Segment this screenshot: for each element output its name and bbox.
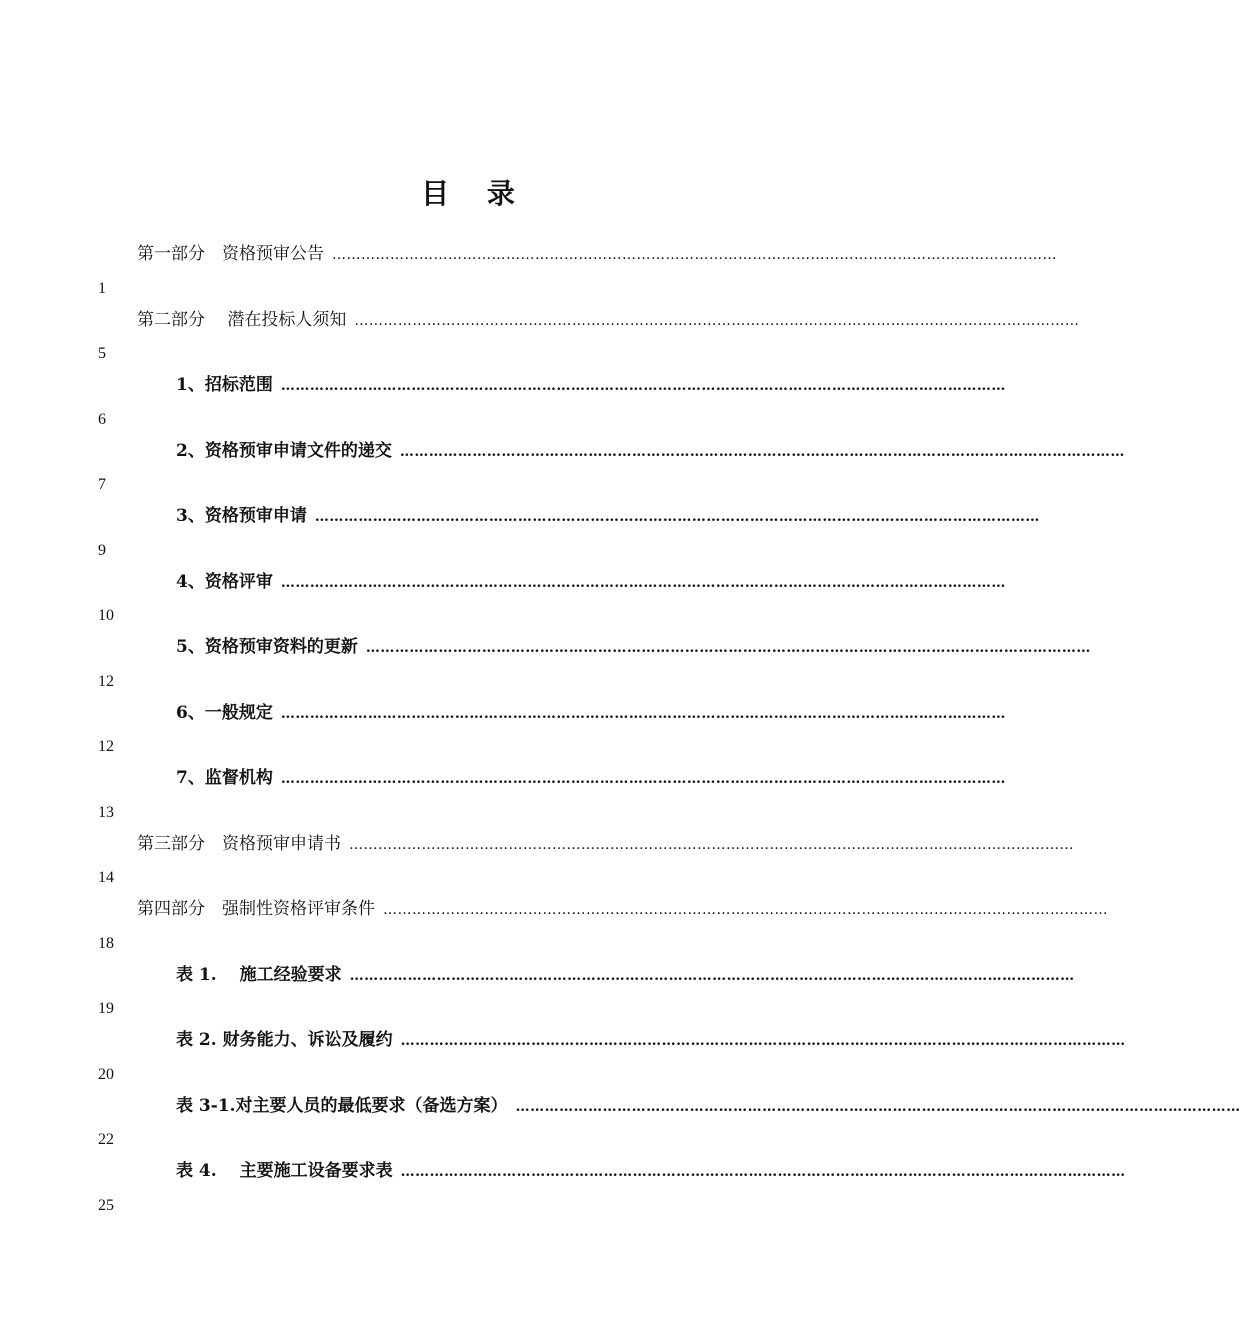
toc-entry-text: 4、资格评审: [176, 572, 273, 592]
toc-page-number: 19: [98, 1000, 114, 1017]
toc-entry-text: 第四部分 强制性资格评审条件: [137, 899, 375, 919]
dot-leader: ……………………………………………………………………………………………………………………………………: [349, 837, 1074, 853]
toc-entry[interactable]: [176, 372, 1006, 398]
toc-page-number: 6: [98, 411, 106, 428]
dot-leader: ……………………………………………………………………………………………………………………………………: [349, 968, 1075, 984]
toc-entry-text: 3、资格预审申请: [176, 506, 307, 526]
toc-entry[interactable]: [176, 1027, 1126, 1053]
toc-entry-text: 2、资格预审申请文件的递交: [176, 441, 392, 461]
toc-entry[interactable]: [176, 962, 1075, 988]
dot-leader: ……………………………………………………………………………………………………………………………………: [400, 1033, 1126, 1049]
dot-leader: ……………………………………………………………………………………………………………………………………: [365, 640, 1091, 656]
toc-entry-text: 第二部分 潜在投标人须知: [137, 310, 347, 330]
toc-page-number: 1: [98, 280, 106, 297]
toc-page-number: 20: [98, 1066, 114, 1083]
dot-leader: ……………………………………………………………………………………………………………………………………: [280, 575, 1006, 591]
toc-page-number: 9: [98, 542, 106, 559]
toc-page-number: 10: [98, 607, 114, 624]
toc-page-number: 12: [98, 673, 114, 690]
dot-leader: ……………………………………………………………………………………………………………………………………: [400, 1164, 1126, 1180]
dot-leader: ……………………………………………………………………………………………………………………………………: [280, 378, 1006, 394]
toc-entry[interactable]: [137, 896, 1108, 922]
toc-entry[interactable]: [137, 831, 1074, 857]
toc-page-number: 25: [98, 1197, 114, 1214]
toc-page-number: 7: [98, 476, 106, 493]
toc-entry-text: 表 1. 施工经验要求: [176, 965, 342, 985]
toc-title: 目 录: [421, 177, 529, 210]
toc-entry-text: 表 3-1.对主要人员的最低要求（备选方案）: [176, 1096, 508, 1116]
toc-page-number: 12: [98, 738, 114, 755]
toc-entry[interactable]: [137, 241, 1057, 267]
toc-page-number: 5: [98, 345, 106, 362]
dot-leader: ……………………………………………………………………………………………………………………………………: [399, 444, 1125, 460]
toc-entry[interactable]: [137, 307, 1080, 333]
toc-entry[interactable]: [176, 569, 1006, 595]
toc-entry-text: 第一部分 资格预审公告: [137, 244, 324, 264]
toc-entry[interactable]: [176, 1158, 1126, 1184]
dot-leader: ……………………………………………………………………………………………………………………………………: [280, 771, 1006, 787]
toc-page-number: 18: [98, 935, 114, 952]
dot-leader: ……………………………………………………………………………………………………………………………………: [383, 902, 1108, 918]
toc-entry-text: 1、招标范围: [176, 375, 273, 395]
toc-entry[interactable]: [176, 503, 1040, 529]
toc-entry-text: 7、监督机构: [176, 768, 273, 788]
toc-entry[interactable]: [176, 765, 1006, 791]
dot-leader: ……………………………………………………………………………………………………………………………………: [354, 313, 1080, 329]
toc-page-number: 14: [98, 869, 114, 886]
toc-page-number: 22: [98, 1131, 114, 1148]
toc-entry-text: 6、一般规定: [176, 703, 273, 723]
toc-entry[interactable]: [176, 438, 1125, 464]
toc-entry-text: 第三部分 资格预审申请书: [137, 834, 341, 854]
dot-leader: ……………………………………………………………………………………………………………………………………: [332, 247, 1057, 263]
toc-entry-text: 表 4. 主要施工设备要求表: [176, 1161, 393, 1181]
toc-entry[interactable]: [176, 1093, 1241, 1119]
dot-leader: ……………………………………………………………………………………………………………………………………: [314, 509, 1040, 525]
dot-leader: ……………………………………………………………………………………………………………………………………: [515, 1099, 1241, 1115]
toc-entry-text: 5、资格预审资料的更新: [176, 637, 358, 657]
toc-entry[interactable]: [176, 700, 1006, 726]
dot-leader: ……………………………………………………………………………………………………………………………………: [280, 706, 1006, 722]
toc-entry[interactable]: [176, 634, 1091, 660]
toc-entry-text: 表 2. 财务能力、诉讼及履约: [176, 1030, 393, 1050]
toc-page-number: 13: [98, 804, 114, 821]
